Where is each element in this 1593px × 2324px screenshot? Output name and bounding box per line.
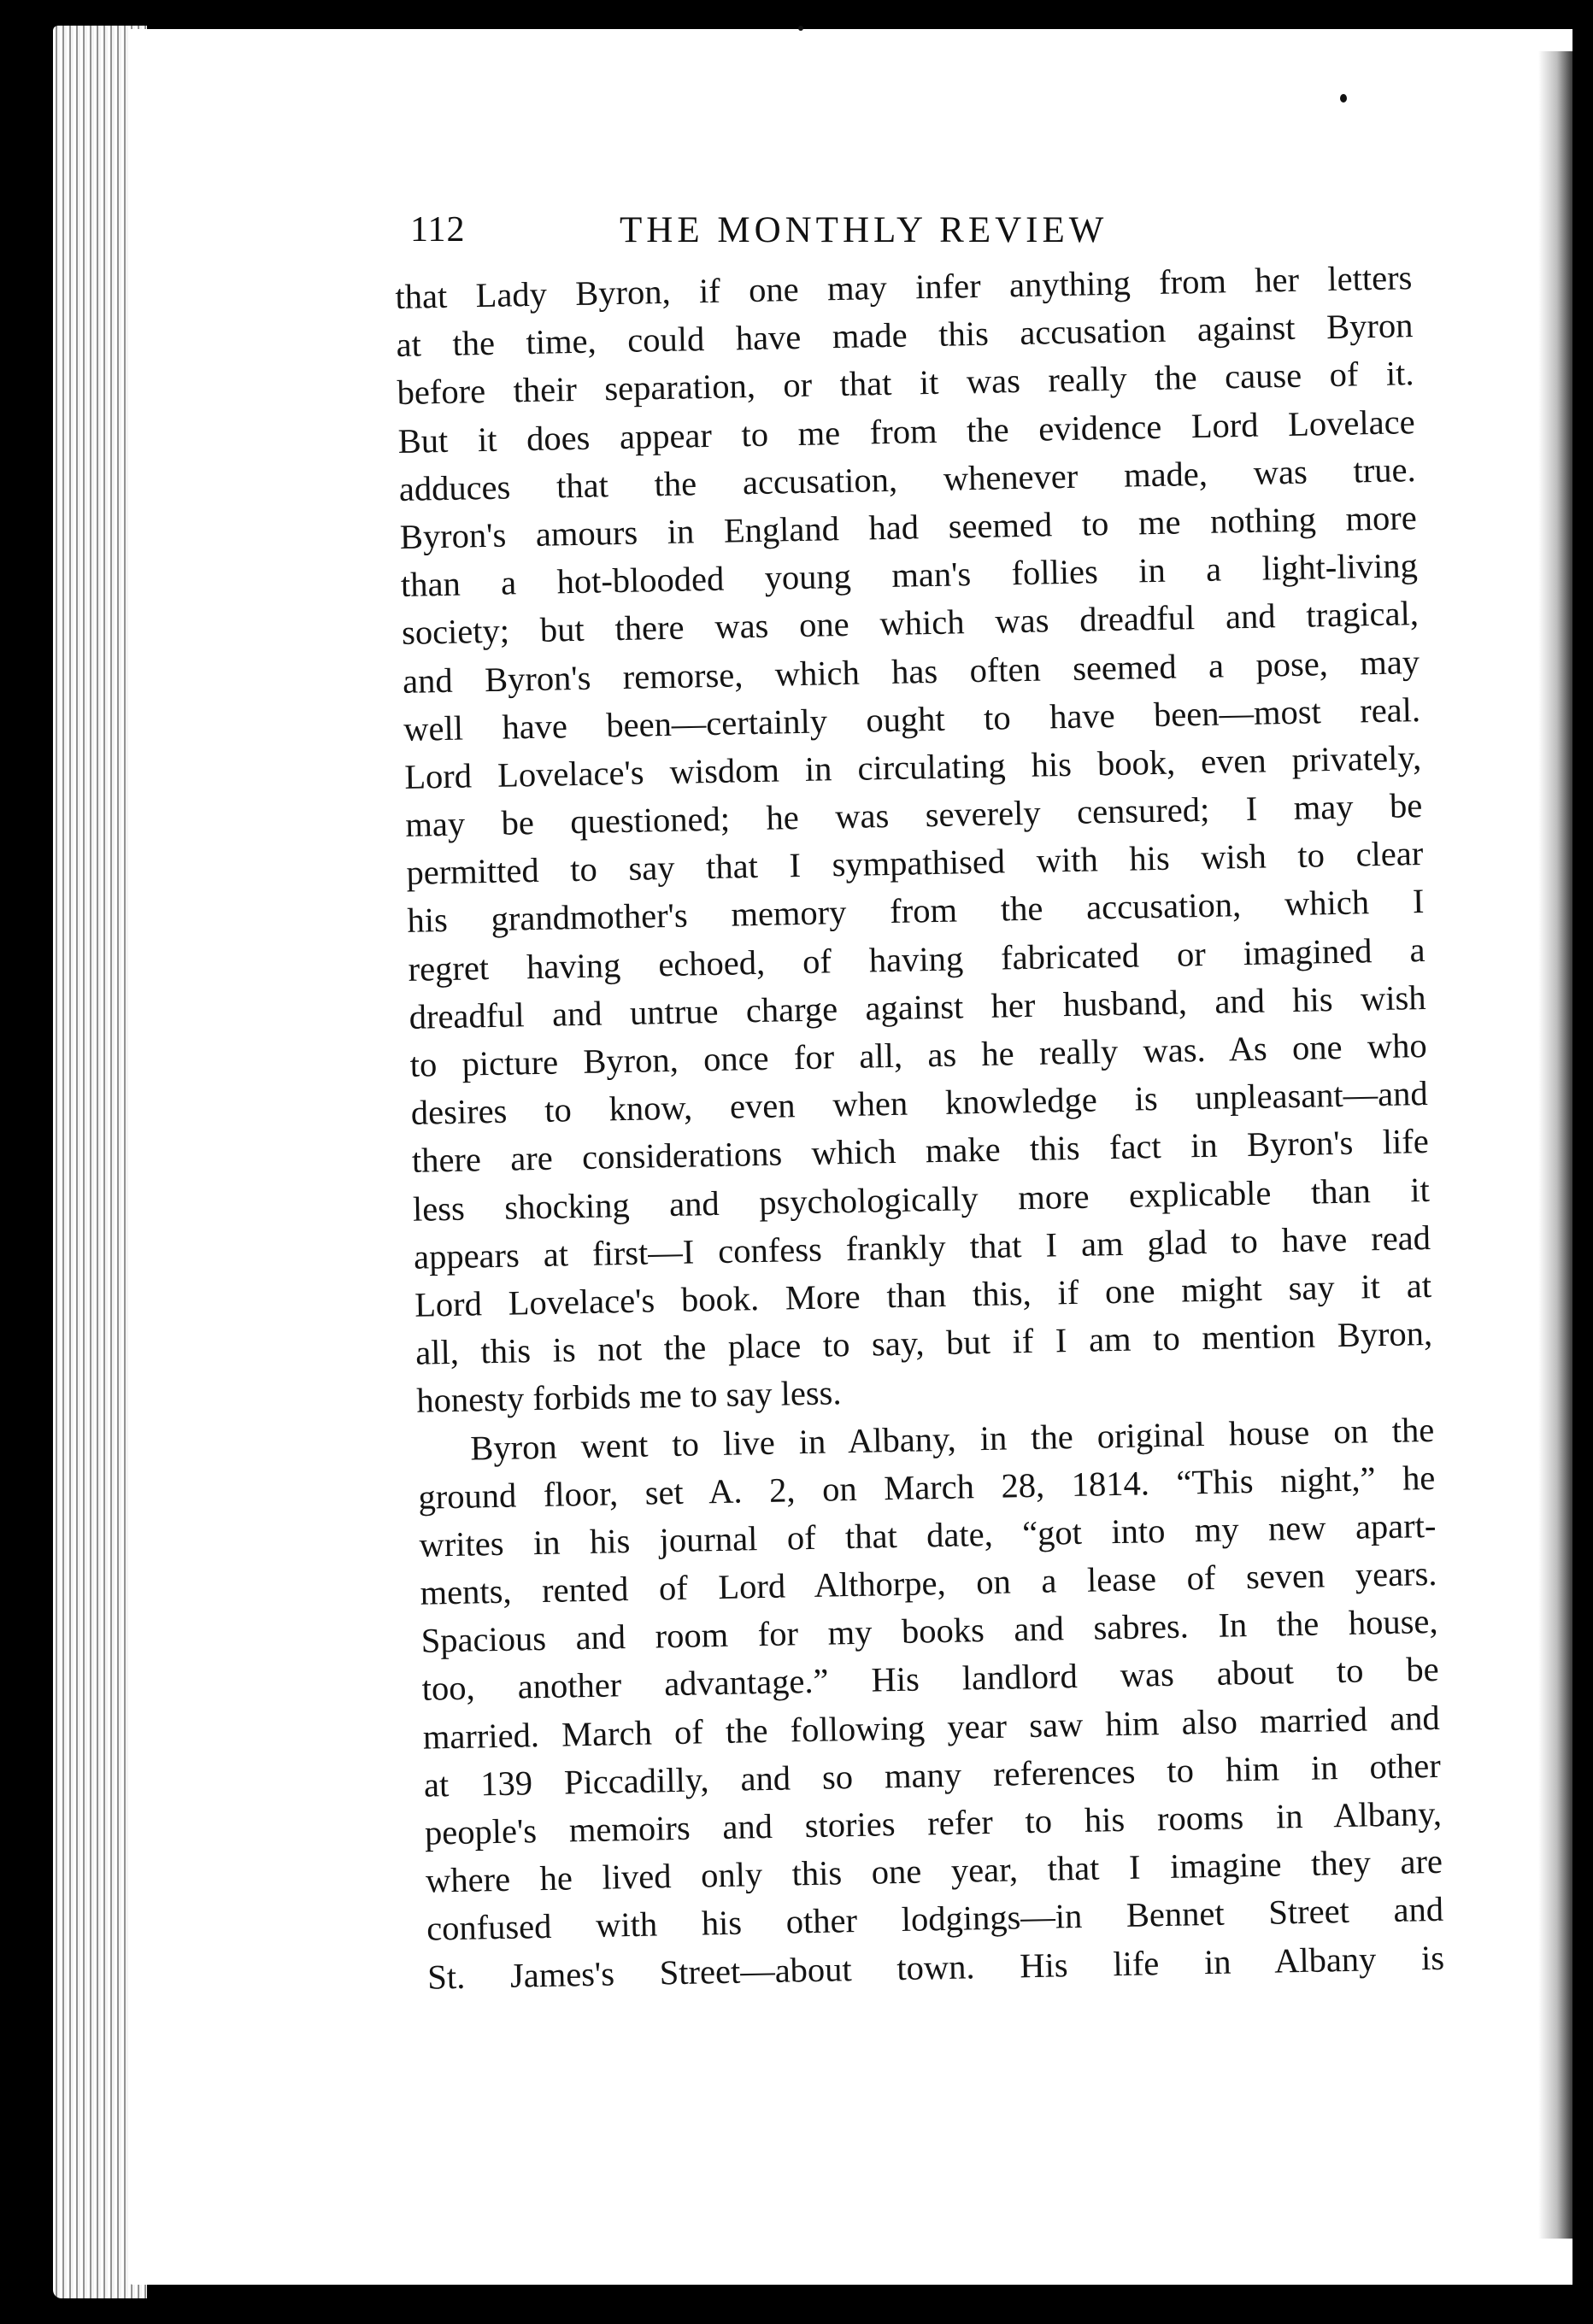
text-line: adduces that the accusation, whenever made, was true. — [398, 449, 1417, 508]
text-line: at 139 Piccadilly, and so many references to him in other — [423, 1746, 1442, 1805]
running-head: THE MONTHLY REVIEW — [620, 210, 1108, 250]
page-number: 112 — [410, 210, 466, 249]
text-line: too, another advantage.” His landlord was about to be — [421, 1650, 1440, 1709]
text-line: permitted to say that I sympathised with his wish to clear — [406, 834, 1424, 893]
text-line: appears at first—I confess frankly that I am glad to have read — [413, 1218, 1431, 1276]
text-line: where he lived only this one year, that I imagine they are — [425, 1842, 1443, 1900]
text-line: Lord Lovelace's book. More than this, if one might say it at — [414, 1265, 1432, 1324]
text-line: St. James's Street—about town. His life in Albany is — [426, 1938, 1445, 1997]
paragraph — [395, 254, 1434, 1425]
text-line: people's memoirs and stories refer to his rooms in Albany, — [424, 1793, 1443, 1852]
text-line: his grandmother's memory from the accusation, which I — [407, 882, 1425, 941]
text-line: ground floor, set A. 2, on March 28, 1814. “This night,” he — [418, 1458, 1436, 1517]
text-line: than a hot-blooded young man's follies in a light-living — [400, 546, 1419, 605]
ink-speck — [1340, 94, 1347, 103]
text-line: before their separation, or that it was really the cause of it. — [397, 354, 1414, 413]
text-line: But it does appear to me from the evidence Lord Lovelace — [397, 402, 1415, 461]
text-line: ments, rented of Lord Althorpe, on a lease of seven years. — [420, 1553, 1437, 1612]
paragraph — [417, 1406, 1445, 2001]
text-line: honesty forbids me to say less. — [415, 1373, 842, 1421]
text-line: desires to know, even when knowledge is unpleasant—and — [410, 1074, 1429, 1133]
text-line: there are considerations which make this fact in Byron's life — [411, 1122, 1430, 1181]
text-line: all, this is not the place to say, but if I am to mention Byron, — [414, 1314, 1433, 1372]
text-line: at the time, could have made this accusation against Byron — [396, 306, 1414, 365]
ink-speck — [798, 26, 803, 31]
text-line: Byron's amours in England had seemed to me nothing more — [399, 498, 1418, 556]
text-line: Lord Lovelace's wisdom in circulating his book, even privately, — [403, 737, 1422, 796]
text-line: Spacious and room for my books and sabres. In the house, — [420, 1602, 1438, 1660]
text-line: and Byron's remorse, which has often seemed a pose, may — [402, 642, 1420, 701]
text-line: to picture Byron, once for all, as he really was. As one who — [409, 1025, 1427, 1084]
text-line: regret having echoed, of having fabricated or imagined a — [408, 930, 1425, 989]
page-header — [410, 209, 1402, 261]
text-line: less shocking and psychologically more explicable than it — [412, 1170, 1431, 1229]
body-text — [395, 254, 1445, 2001]
text-line: dreadful and untrue charge against her husband, and his wish — [409, 977, 1426, 1036]
page-gutter-shadow — [1538, 51, 1572, 2239]
text-line: that Lady Byron, if one may infer anything from her letters — [395, 258, 1413, 316]
text-line: confused with his other lodgings—in Bennet Street and — [426, 1890, 1444, 1949]
text-line: well have been—certainly ought to have been—most real. — [403, 690, 1421, 748]
text-line: married. March of the following year saw him also married and — [422, 1698, 1441, 1757]
text-line: writes in his journal of that date, “got into my new apart- — [419, 1505, 1437, 1564]
text-line: may be questioned; he was severely censured; I may be — [404, 786, 1423, 844]
text-line: society; but there was one which was dreadful and tragical, — [401, 594, 1420, 653]
text-line: Byron went to live in Albany, in the original house on the — [469, 1410, 1435, 1468]
